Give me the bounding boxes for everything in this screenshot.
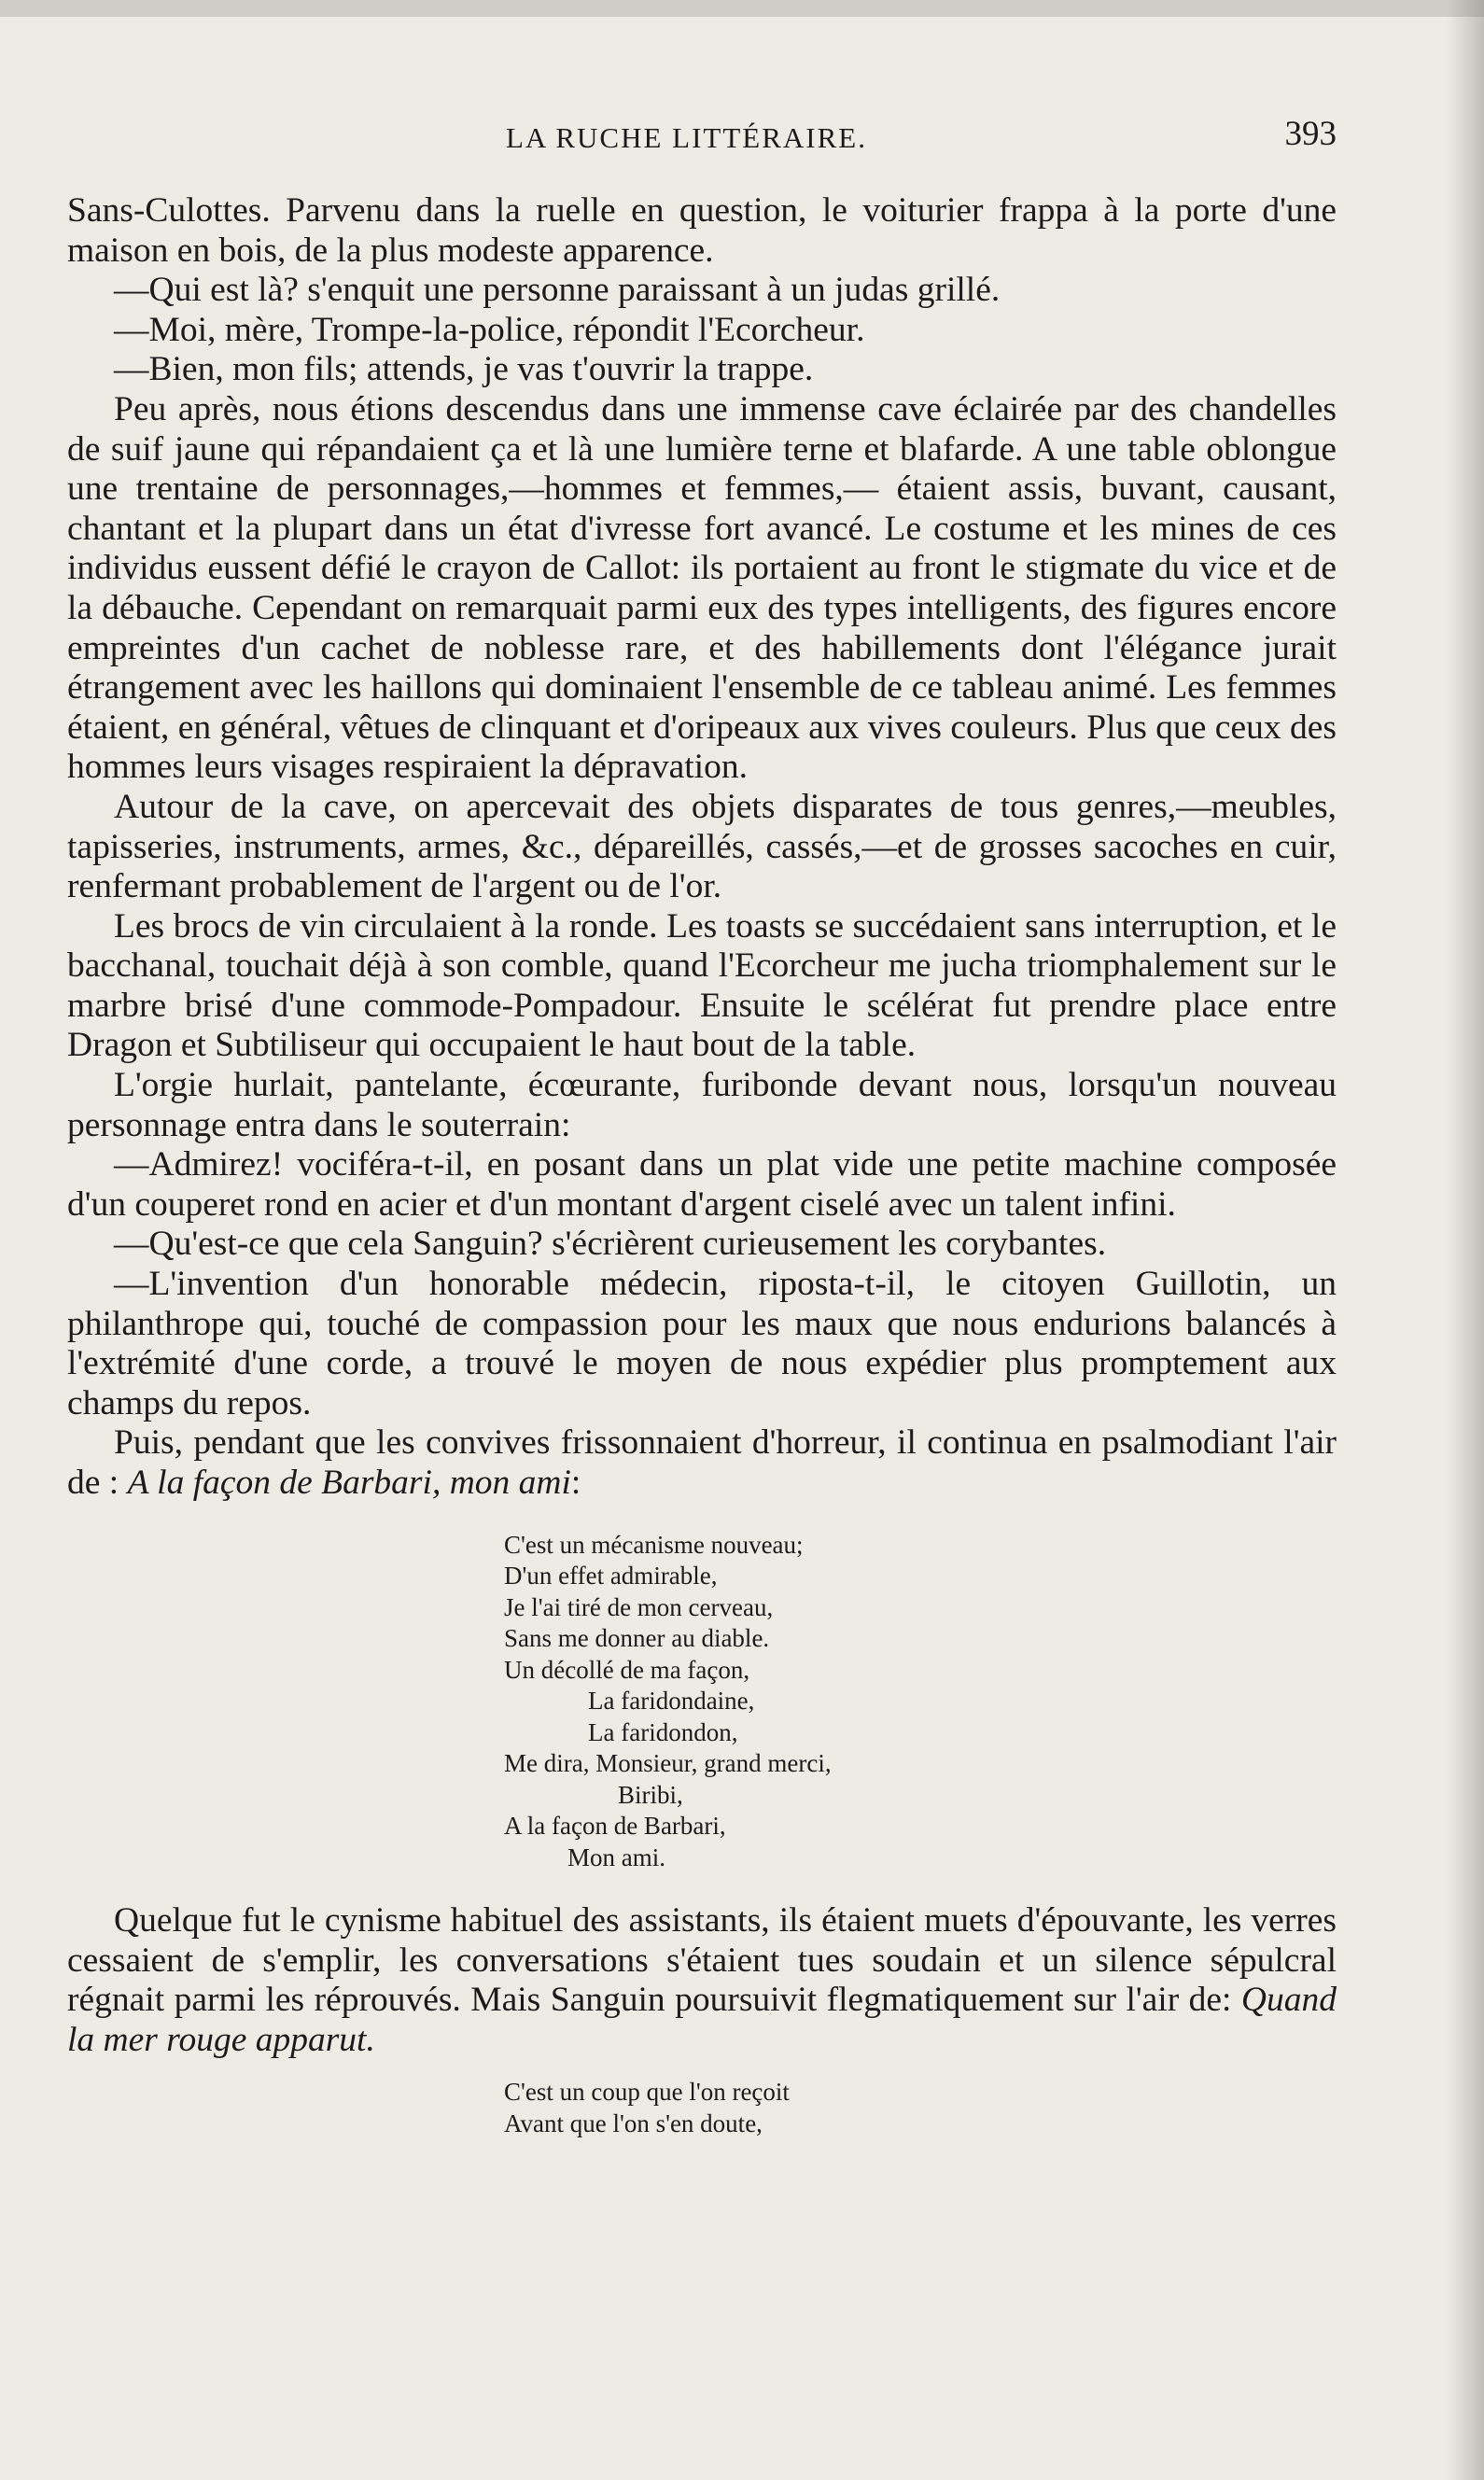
verse-line: Biribi,	[618, 1780, 683, 1809]
verse-line: D'un effet admirable,	[504, 1562, 718, 1590]
paragraph-puis	[67, 1423, 1337, 1503]
paragraph-text: Puis, pendant que les convives frissonnaient d'horreur, il continua en psalmodiant l'air de :	[67, 1423, 1337, 1502]
paragraph: Autour de la cave, on apercevait des objets disparates de tous genres,—meubles, tapisseries, instruments, armes, &c., dépareillés, cassés,—et de grosses sacoches en cuir, renfermant probablement de l'argent ou de l'or.	[67, 787, 1337, 906]
verse-line: La faridondon,	[588, 1717, 738, 1746]
verse-line: Mon ami.	[567, 1842, 665, 1871]
dialogue-line: —Qu'est-ce que cela Sanguin? s'écrièrent curieusement les corybantes.	[114, 1225, 1107, 1264]
song-verse	[504, 1530, 1337, 1874]
paragraph: L'orgie hurlait, pantelante, écœurante, furibonde devant nous, lorsqu'un nouveau personnage entra dans le souterrain:	[67, 1066, 1337, 1144]
page-number: 393	[1284, 115, 1337, 153]
verse-line: A la façon de Barbari,	[504, 1812, 726, 1841]
verse-line: C'est un coup que l'on reçoit	[504, 2078, 790, 2107]
verse-line: C'est un mécanisme nouveau;	[504, 1530, 804, 1559]
paragraph: Sans-Culottes. Parvenu dans la ruelle en question, le voiturier frappa à la porte d'une maison en bois, de la plus modeste apparence.	[67, 191, 1337, 270]
dialogue-line: —Bien, mon fils; attends, je vas t'ouvrir la trappe.	[114, 350, 814, 389]
dialogue-line: —Admirez! vociféra-t-il, en posant dans un plat vide une petite machine composée d'un couperet rond en acier et d'un montant d'argent ciselé avec un talent infini.	[67, 1145, 1337, 1224]
page-header	[67, 114, 1337, 170]
verse-line: Me dira, Monsieur, grand merci,	[504, 1749, 832, 1778]
paragraph-text: Quelque fut le cynisme habituel des assistants, ils étaient muets d'épouvante, les verres cessaient de s'emplir, les conversations s'étaient tues soudain et un silence sépulcral régnait parmi les réprouvés. Mais Sanguin poursuivit flegmatiquement sur l'air de:	[67, 1901, 1337, 2020]
paragraph: Les brocs de vin circulaient à la ronde. Les toasts se succédaient sans interruption, et le bacchanal, touchait déjà à son comble, quand l'Ecorcheur me jucha triomphalement sur le marbre brisé d'une commode-Pompadour. Ensuite le scélérat fut prendre place entre Dragon et Subtiliseur qui occupaient le haut bout de la table.	[67, 906, 1337, 1065]
paragraph: Peu après, nous étions descendus dans une immense cave éclairée par des chandelles de suif jaune qui répandaient ça et là une lumière terne et blafarde. A une table oblongue une trentaine de personnages,—hommes et femmes,— étaient assis, buvant, causant, chantant et la plupart dans un état d'ivresse fort avancé. Le costume et les mines de ces individus eussent défié le crayon de Callot: ils portaient au front le stigmate du vice et de la débauche. Cependant on remarquait parmi eux des types intelligents, des figures encore empreintes d'un cachet de noblesse rare, et des habillements dont l'élégance jurait étrangement avec les haillons qui dominaient l'ensemble de ce tableau animé. Les femmes étaient, en général, vêtues de clinquant et d'oripeaux aux vives couleurs. Plus que ceux des hommes leurs visages respiraient la dépravation.	[67, 389, 1337, 787]
page-binding-shadow	[1447, 0, 1484, 2480]
verse-line: La faridondaine,	[588, 1687, 755, 1716]
paragraph-quelque	[67, 1901, 1337, 2060]
verse-line: Avant que l'on s'en doute,	[504, 2109, 763, 2137]
verse-line: Je l'ai tiré de mon cerveau,	[504, 1592, 774, 1621]
running-title: LA RUCHE LITTÉRAIRE.	[506, 121, 867, 154]
page-top-edge	[0, 0, 1484, 17]
song-air-title: A la façon de Barbari, mon ami	[127, 1464, 571, 1502]
dialogue-line: —Qui est là? s'enquit une personne paraissant à un judas grillé.	[114, 271, 1001, 310]
song-air-title: Quand la mer rouge apparut.	[67, 1981, 1337, 2059]
paragraph-colon: :	[570, 1464, 581, 1502]
song-verse	[504, 2077, 1337, 2139]
page-body	[67, 191, 1337, 2139]
dialogue-line: —L'invention d'un honorable médecin, riposta-t-il, le citoyen Guillotin, un philanthrope qui, touché de compassion pour les maux que nous endurions balancés à l'extrémité d'une corde, a trouvé le moyen de nous expédier plus promptement aux champs du repos.	[67, 1265, 1337, 1422]
verse-line: Un décollé de ma façon,	[504, 1655, 750, 1684]
verse-line: Sans me donner au diable.	[504, 1624, 770, 1653]
dialogue-line: —Moi, mère, Trompe-la-police, répondit l'Ecorcheur.	[114, 310, 865, 349]
